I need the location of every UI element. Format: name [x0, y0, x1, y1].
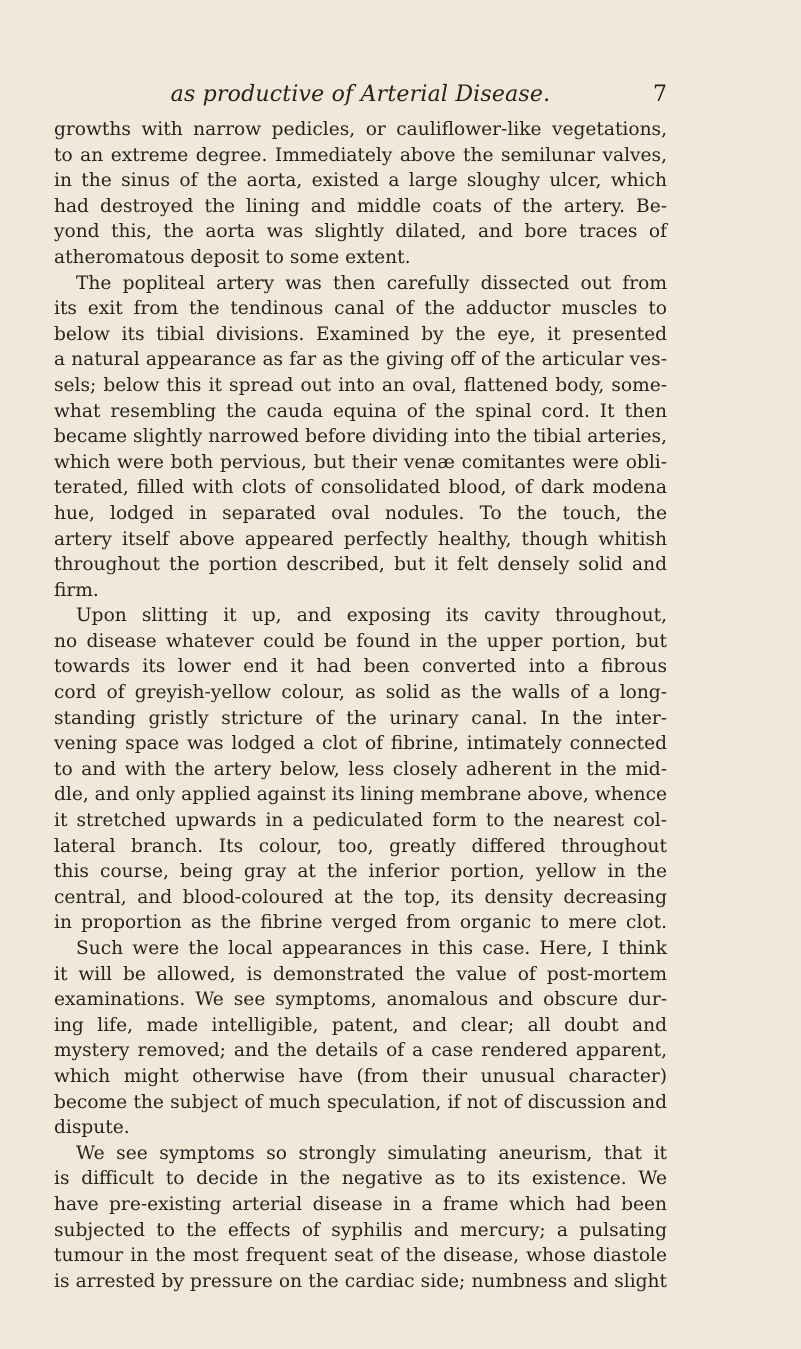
paragraph-first-line: Upon slitting it up, and exposing its cavity throughout,	[76, 605, 667, 627]
running-title: as productive of Arterial Disease.	[170, 82, 551, 107]
text-line: below its tibial divisions. Examined by the eye, it presented	[54, 323, 667, 345]
text-line: growths with narrow pedicles, or cauliflower-like vegetations,	[54, 119, 667, 140]
paragraph-first-line: Such were the local appearances in this case. Here, I think	[76, 938, 667, 959]
text-line: lateral branch. Its colour, too, greatly differed throughout	[54, 835, 667, 857]
text-line: ing life, made intelligible, patent, and clear; all doubt and	[54, 1014, 667, 1036]
page-number: 7	[653, 82, 667, 107]
text-line: mystery removed; and the details of a case rendered apparent,	[54, 1040, 667, 1062]
text-line: which were both pervious, but their venæ comitantes were obli-	[54, 451, 667, 473]
text-line: is difficult to decide in the negative as to its existence. We	[54, 1168, 667, 1190]
text-line: to an extreme degree. Immediately above the semilunar valves,	[54, 144, 667, 166]
text-line: became slightly narrowed before dividing into the tibial arteries,	[54, 426, 667, 448]
text-line: which might otherwise have (from their unusual character)	[54, 1065, 667, 1087]
text-line: firm.	[54, 579, 99, 601]
text-line: is arrested by pressure on the cardiac side; numbness and slight	[54, 1270, 667, 1292]
text-line: become the subject of much speculation, if not of discussion and	[54, 1091, 667, 1113]
text-line: yond this, the aorta was slightly dilated, and bore traces of	[54, 221, 667, 243]
text-line: throughout the portion described, but it felt densely solid and	[54, 554, 667, 576]
text-line: a natural appearance as far as the giving off of the articular ves-	[54, 349, 667, 371]
text-line: tumour in the most frequent seat of the disease, whose diastole	[54, 1245, 667, 1267]
paragraph-first-line: We see symptoms so strongly simulating aneurism, that it	[76, 1142, 667, 1164]
text-line: to and with the artery below, less closely adherent in the mid-	[54, 758, 667, 780]
text-line: central, and blood-coloured at the top, its density decreasing	[54, 886, 667, 908]
text-line: what resembling the cauda equina of the spinal cord. It then	[54, 400, 667, 422]
text-line: it stretched upwards in a pediculated form to the nearest col-	[54, 810, 667, 832]
text-line: sels; below this it spread out into an oval, flattened body, some-	[54, 374, 667, 396]
text-line: subjected to the effects of syphilis and mercury; a pulsating	[54, 1219, 667, 1241]
text-line: atheromatous deposit to some extent.	[54, 246, 411, 268]
paragraph-first-line: The popliteal artery was then carefully dissected out from	[76, 272, 667, 294]
text-line: terated, filled with clots of consolidated blood, of dark modena	[54, 477, 667, 499]
text-line: had destroyed the lining and middle coats of the artery. Be-	[54, 195, 667, 217]
text-line: towards its lower end it had been converted into a fibrous	[54, 656, 667, 678]
text-line: hue, lodged in separated oval nodules. To the touch, the	[54, 502, 667, 524]
text-line: in proportion as the fibrine verged from organic to mere clot.	[54, 912, 667, 934]
running-head	[54, 82, 667, 112]
body-text	[54, 117, 667, 1294]
text-line: no disease whatever could be found in the upper portion, but	[54, 630, 667, 652]
text-line: its exit from the tendinous canal of the adductor muscles to	[54, 298, 667, 320]
text-line: in the sinus of the aorta, existed a large sloughy ulcer, which	[54, 170, 667, 192]
text-line: it will be allowed, is demonstrated the value of post-mortem	[54, 963, 667, 985]
text-line: standing gristly stricture of the urinary canal. In the inter-	[54, 707, 667, 729]
text-line: cord of greyish-yellow colour, as solid as the walls of a long-	[54, 682, 667, 704]
text-line: have pre-existing arterial disease in a frame which had been	[54, 1193, 667, 1215]
text-line: vening space was lodged a clot of fibrine, intimately connected	[54, 733, 667, 755]
text-line: examinations. We see symptoms, anomalous and obscure dur-	[54, 989, 667, 1011]
text-line: artery itself above appeared perfectly healthy, though whitish	[54, 528, 667, 550]
text-line: this course, being gray at the inferior portion, yellow in the	[54, 861, 667, 883]
text-line: dispute.	[54, 1117, 130, 1139]
text-line: dle, and only applied against its lining membrane above, whence	[54, 784, 667, 806]
